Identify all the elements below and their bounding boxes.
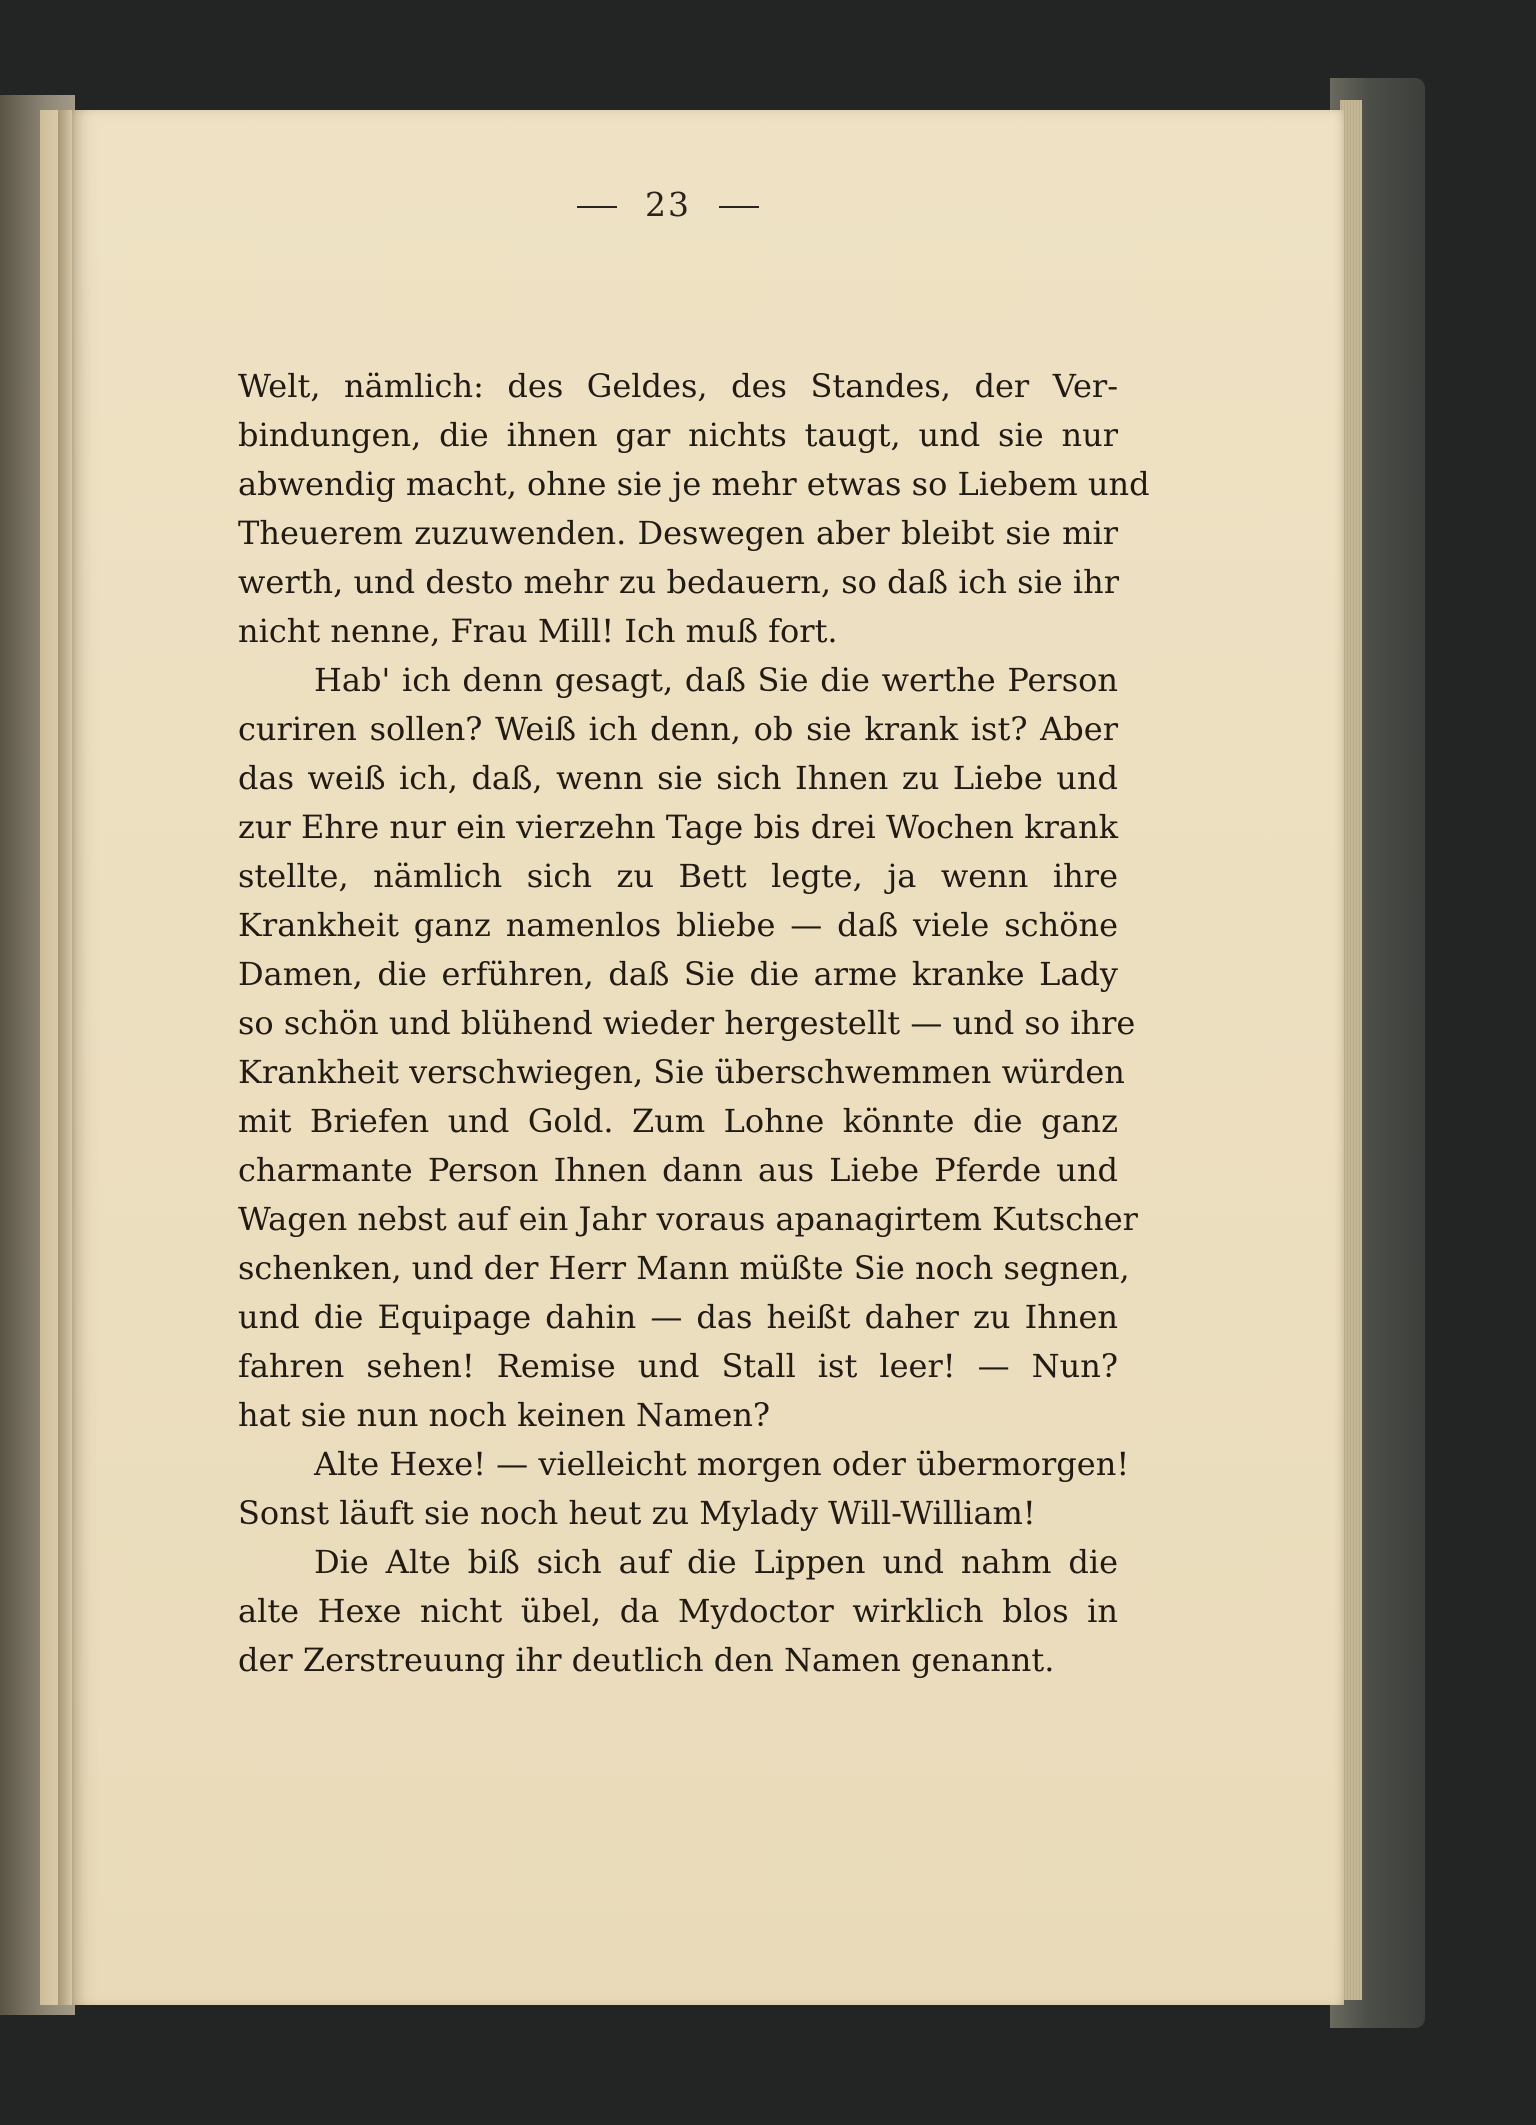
text-line: Alte Hexe! — vielleicht morgen oder übermorgen! xyxy=(314,1445,1130,1483)
dash-left xyxy=(577,206,617,208)
text-line: Krankheit verschwiegen, Sie überschwemmen würden xyxy=(238,1053,1125,1091)
text-line: alte Hexe nicht übel, da Mydoctor wirklich blos in xyxy=(238,1592,1118,1630)
text-line: Theuerem zuzuwenden. Deswegen aber bleibt sie mir xyxy=(238,514,1118,552)
text-line: Krankheit ganz namenlos bliebe — daß viele schöne xyxy=(238,906,1118,944)
text-line: Welt, nämlich: des Geldes, des Standes, der Ver- xyxy=(238,367,1118,405)
text-line: werth, und desto mehr zu bedauern, so daß ich sie ihr xyxy=(238,563,1120,601)
text-line: stellte, nämlich sich zu Bett legte, ja wenn ihre xyxy=(238,857,1118,895)
text-line: das weiß ich, daß, wenn sie sich Ihnen zu Liebe und xyxy=(238,759,1118,797)
text-line: fahren sehen! Remise und Stall ist leer! — Nun? xyxy=(238,1347,1118,1385)
page-number-header xyxy=(0,185,1336,224)
text-line: schenken, und der Herr Mann müßte Sie noch segnen, xyxy=(238,1249,1130,1287)
text-line: Damen, die erführen, daß Sie die arme kranke Lady xyxy=(238,955,1118,993)
text-line: der Zerstreuung ihr deutlich den Namen genannt. xyxy=(238,1641,1055,1679)
text-line: Hab' ich denn gesagt, daß Sie die werthe Person xyxy=(314,661,1118,699)
text-line: abwendig macht, ohne sie je mehr etwas so Liebem und xyxy=(238,465,1150,503)
text-line: zur Ehre nur ein vierzehn Tage bis drei Wochen krank xyxy=(238,808,1118,846)
text-line: Sonst läuft sie noch heut zu Mylady Will-William! xyxy=(238,1494,1036,1532)
text-line: so schön und blühend wieder hergestellt — und so ihre xyxy=(238,1004,1136,1042)
page-gutter-shadow xyxy=(58,110,76,2005)
text-line: Die Alte biß sich auf die Lippen und nahm die xyxy=(314,1543,1118,1581)
text-line: hat sie nun noch keinen Namen? xyxy=(238,1396,771,1434)
text-line: curiren sollen? Weiß ich denn, ob sie krank ist? Aber xyxy=(238,710,1118,748)
text-line: und die Equipage dahin — das heißt daher zu Ihnen xyxy=(238,1298,1118,1336)
text-line: charmante Person Ihnen dann aus Liebe Pferde und xyxy=(238,1151,1118,1189)
page-number: 23 xyxy=(645,185,691,224)
page-body-text xyxy=(238,362,1150,1685)
text-line: nicht nenne, Frau Mill! Ich muß fort. xyxy=(238,612,838,650)
text-line: mit Briefen und Gold. Zum Lohne könnte die ganz xyxy=(238,1102,1118,1140)
text-line: bindungen, die ihnen gar nichts taugt, und sie nur xyxy=(238,416,1118,454)
text-line: Wagen nebst auf ein Jahr voraus apanagirtem Kutscher xyxy=(238,1200,1138,1238)
dash-right xyxy=(719,206,759,208)
